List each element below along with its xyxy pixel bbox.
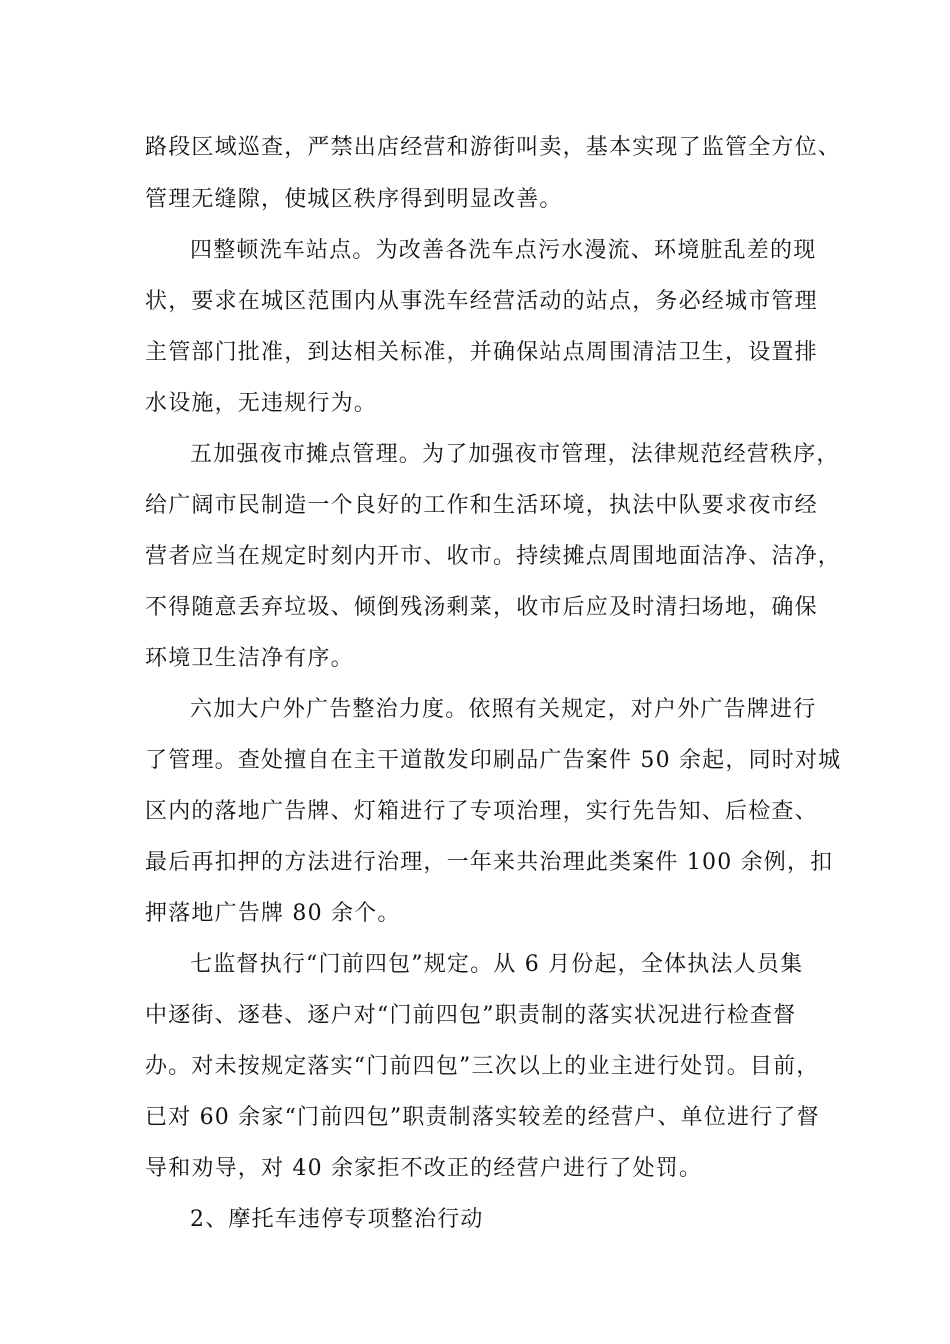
text-line: 了管理。查处擅自在主干道散发印刷品广告案件 50 余起，同时对城 — [145, 748, 842, 773]
text-line: 押落地广告牌 80 余个。 — [145, 901, 401, 926]
text-line: 营者应当在规定时刻内开市、收市。持续摊点周围地面洁净、洁净， — [145, 544, 842, 569]
text-line: 状，要求在城区范围内从事洗车经营活动的站点，务必经城市管理 — [145, 289, 818, 314]
text-line: 导和劝导，对 40 余家拒不改正的经营户进行了处罚。 — [145, 1156, 703, 1181]
text-line: 给广阔市民制造一个良好的工作和生活环境，执法中队要求夜市经 — [145, 493, 818, 518]
text-line: 已对 60 余家“门前四包”职责制落实较差的经营户、单位进行了督 — [145, 1105, 820, 1130]
text-line: 最后再扣押的方法进行治理，一年来共治理此类案件 100 余例，扣 — [145, 850, 834, 875]
text-line: 管理无缝隙，使城区秩序得到明显改善。 — [145, 187, 563, 212]
text-line: 路段区域巡查，严禁出店经营和游街叫卖，基本实现了监管全方位、 — [145, 135, 842, 160]
text-line: 中逐街、逐巷、逐户对“门前四包”职责制的落实状况进行检查督 — [145, 1003, 797, 1028]
text-line: 水设施，无违规行为。 — [145, 391, 378, 416]
paragraph-start-line: 六加大户外广告整治力度。依照有关规定，对户外广告牌进行 — [190, 697, 817, 722]
text-line: 不得随意丢弃垃圾、倾倒残汤剩菜，收市后应及时清扫场地，确保 — [145, 595, 818, 620]
paragraph-start-line: 七监督执行“门前四包”规定。从 6 月份起，全体执法人员集 — [190, 952, 804, 977]
paragraph-start-line: 四整顿洗车站点。为改善各洗车点污水漫流、环境脏乱差的现 — [190, 238, 817, 263]
paragraph-start-line: 五加强夜市摊点管理。为了加强夜市管理，法律规范经营秩序， — [190, 442, 840, 467]
text-line: 主管部门批准，到达相关标准，并确保站点周围清洁卫生，设置排 — [145, 340, 818, 365]
text-line: 环境卫生洁净有序。 — [145, 646, 354, 671]
section-heading: 2、摩托车违停专项整治行动 — [190, 1207, 484, 1232]
text-line: 办。对未按规定落实“门前四包”三次以上的业主进行处罚。目前， — [145, 1054, 820, 1079]
text-line: 区内的落地广告牌、灯箱进行了专项治理，实行先告知、后检查、 — [145, 799, 818, 824]
